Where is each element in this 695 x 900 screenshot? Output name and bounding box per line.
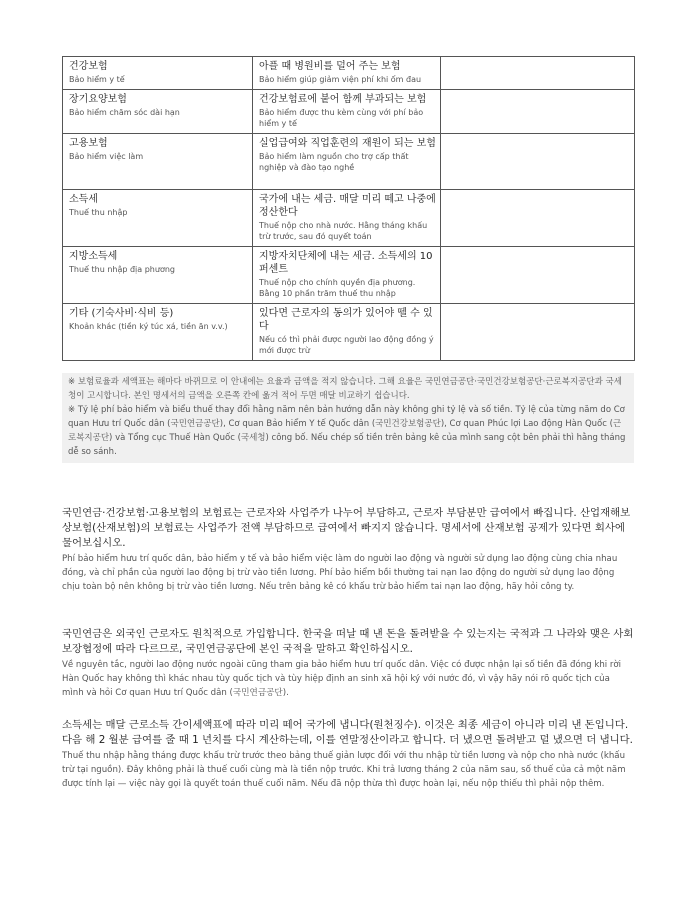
item-desc-vi: Bảo hiểm làm nguồn cho trợ cấp thất nghiệp và đào tạo nghề [259,152,409,172]
paragraph-social-insurance [62,506,634,595]
item-desc-cell [253,90,441,134]
item-name-vi: Thuế thu nhập địa phương [69,265,175,274]
item-name-cell [63,247,253,304]
item-name-ko: 장기요양보험 [69,94,127,105]
item-desc-vi: Bảo hiểm được thu kèm cùng với phí bảo hiểm y tế [259,108,424,128]
amount-blank-cell[interactable] [441,247,635,304]
paragraph-vi: Về nguyên tắc, người lao động nước ngoài cũng tham gia bảo hiểm hưu trí quốc dân. Việc có được nhận lại số tiền đã đóng khi rời Hàn Quốc hay không thì khác nhau tùy quốc tịch và tùy hiệp định an sinh xã hội ký với nước đó, vì vậy hãy nói rõ quốc tịch của mình và hỏi Cơ quan Hưu trí Quốc dân (국민연금공단). [62,660,622,699]
amount-blank-cell[interactable] [441,304,635,361]
item-desc-vi: Nếu có thì phải được người lao động đồng ý mới được trừ [259,335,434,355]
table-row [63,247,635,304]
amount-blank-cell[interactable] [441,190,635,247]
amount-blank-cell[interactable] [441,57,635,90]
item-desc-cell [253,304,441,361]
paragraph-vi: Thuế thu nhập hằng tháng được khấu trừ trước theo bảng thuế giản lược đối với thu nhập từ tiền lương và nộp cho nhà nước (khấu trừ tại nguồn). Đây không phải là thuế cuối cùng mà là tiền nộp trước. Khi trả lương tháng 2 của năm sau, số thuế của cả một năm được tính lại — việc này gọi là quyết toán thuế cuối năm. Nếu đã nộp thừa thì được hoàn lại, nếu nộp thiếu thì phải nộp thêm. [62,751,626,790]
item-name-ko: 지방소득세 [69,251,118,262]
paragraph-ko: 소득세는 매달 근로소득 간이세액표에 따라 미리 떼어 국가에 냅니다(원천징수). 이것은 최종 세금이 아니라 미리 낸 돈입니다. 다음 해 2 월분 급여를 줄 때 1 년치를 다시 계산하는데, 이를 연말정산이라고 합니다. 더 냈으면 돌려받고 덜 냈으면 더 냅니다. [62,719,633,746]
item-name-ko: 고용보험 [69,138,108,149]
item-desc-cell [253,190,441,247]
item-desc-vi: Bảo hiểm giúp giảm viện phí khi ốm đau [259,75,422,84]
amount-blank-cell[interactable] [441,134,635,190]
item-desc-cell [253,57,441,90]
item-name-vi: Thuế thu nhập [69,208,128,217]
table-row [63,190,635,247]
item-name-cell [63,134,253,190]
table-row [63,57,635,90]
item-desc-cell [253,247,441,304]
table-row [63,90,635,134]
paragraph-income-tax [62,718,634,792]
rate-note-vi: ※ Tỷ lệ phí bảo hiểm và biểu thuế thay đổi hằng năm nên bản hướng dẫn này không ghi tỷ lệ và số tiền. Tỷ lệ của từng năm do Cơ quan Hưu trí Quốc dân (국민연금공단), Cơ quan Bảo hiểm Y tế Quốc dân (국민건강보험공단), Cơ quan Phúc lợi Lao động Hàn Quốc (근로복지공단) và Tổng cục Thuế Hàn Quốc (국세청) công bố. Nếu chép số tiền trên bảng kê của mình sang cột bên phải thì hằng tháng dễ so sánh. [68,405,626,457]
amount-blank-cell[interactable] [441,90,635,134]
item-name-ko: 기타 (기숙사비·식비 등) [69,308,174,319]
item-name-cell [63,190,253,247]
paragraph-ko: 국민연금은 외국인 근로자도 원칙적으로 가입합니다. 한국을 떠날 때 낸 돈을 돌려받을 수 있는지는 국적과 그 나라와 맺은 사회보장협정에 따라 다르므로, 국민연금공단에 본인 국적을 말하고 확인하십시오. [62,628,634,655]
item-name-cell [63,90,253,134]
paragraph-national-pension [62,627,634,701]
item-desc-vi: Thuế nộp cho chính quyền địa phương. Bằng 10 phần trăm thuế thu nhập [259,278,416,298]
item-name-cell [63,304,253,361]
rate-note-box [62,373,634,463]
table-row [63,304,635,361]
item-name-vi: Khoản khác (tiền ký túc xá, tiền ăn v.v.) [69,322,228,331]
item-desc-ko: 있다면 근로자의 동의가 있어야 뗄 수 있다 [259,308,433,332]
paragraph-vi: Phí bảo hiểm hưu trí quốc dân, bảo hiểm y tế và bảo hiểm việc làm do người lao động và người sử dụng lao động cùng chia nhau đóng, và chỉ phần của người lao động bị trừ vào tiền lương. Phí bảo hiểm bồi thường tai nạn lao động do người sử dụng lao động chịu toàn bộ nên không bị trừ vào tiền lương. Nếu trên bảng kê có khấu trừ bảo hiểm tai nạn lao động, hãy hỏi công ty. [62,554,618,593]
rate-note-ko: ※ 보험료율과 세액표는 해마다 바뀌므로 이 안내에는 요율과 금액을 적지 않습니다. 그해 요율은 국민연금공단·국민건강보험공단·근로복지공단과 국세청이 고시합니다. 본인 명세서의 금액을 오른쪽 칸에 옮겨 적어 두면 매달 비교하기 쉽습니다. [68,377,622,401]
table-row [63,134,635,190]
item-desc-ko: 건강보험료에 붙어 함께 부과되는 보험 [259,94,427,105]
item-desc-ko: 아플 때 병원비를 덜어 주는 보험 [259,61,401,72]
item-desc-vi: Thuế nộp cho nhà nước. Hằng tháng khấu trừ trước, sau đó quyết toán [259,221,428,241]
item-desc-ko: 국가에 내는 세금. 매달 미리 떼고 나중에 정산한다 [259,194,436,218]
item-desc-ko: 실업급여와 직업훈련의 재원이 되는 보험 [259,138,436,149]
item-desc-cell [253,134,441,190]
item-name-ko: 건강보험 [69,61,108,72]
paragraph-ko: 국민연금·건강보험·고용보험의 보험료는 근로자와 사업주가 나누어 부담하고, 근로자 부담분만 급여에서 빠집니다. 산업재해보상보험(산재보험)의 보험료는 사업주가 전액 부담하므로 급여에서 빠지지 않습니다. 명세서에 산재보험 공제가 있다면 회사에 물어보십시오. [62,507,631,549]
item-desc-ko: 지방자치단체에 내는 세금. 소득세의 10 퍼센트 [259,251,433,275]
item-name-vi: Bảo hiểm chăm sóc dài hạn [69,108,180,117]
item-name-vi: Bảo hiểm việc làm [69,152,144,161]
item-name-ko: 소득세 [69,194,98,205]
item-name-vi: Bảo hiểm y tế [69,75,125,84]
deduction-table [62,56,635,361]
item-name-cell [63,57,253,90]
